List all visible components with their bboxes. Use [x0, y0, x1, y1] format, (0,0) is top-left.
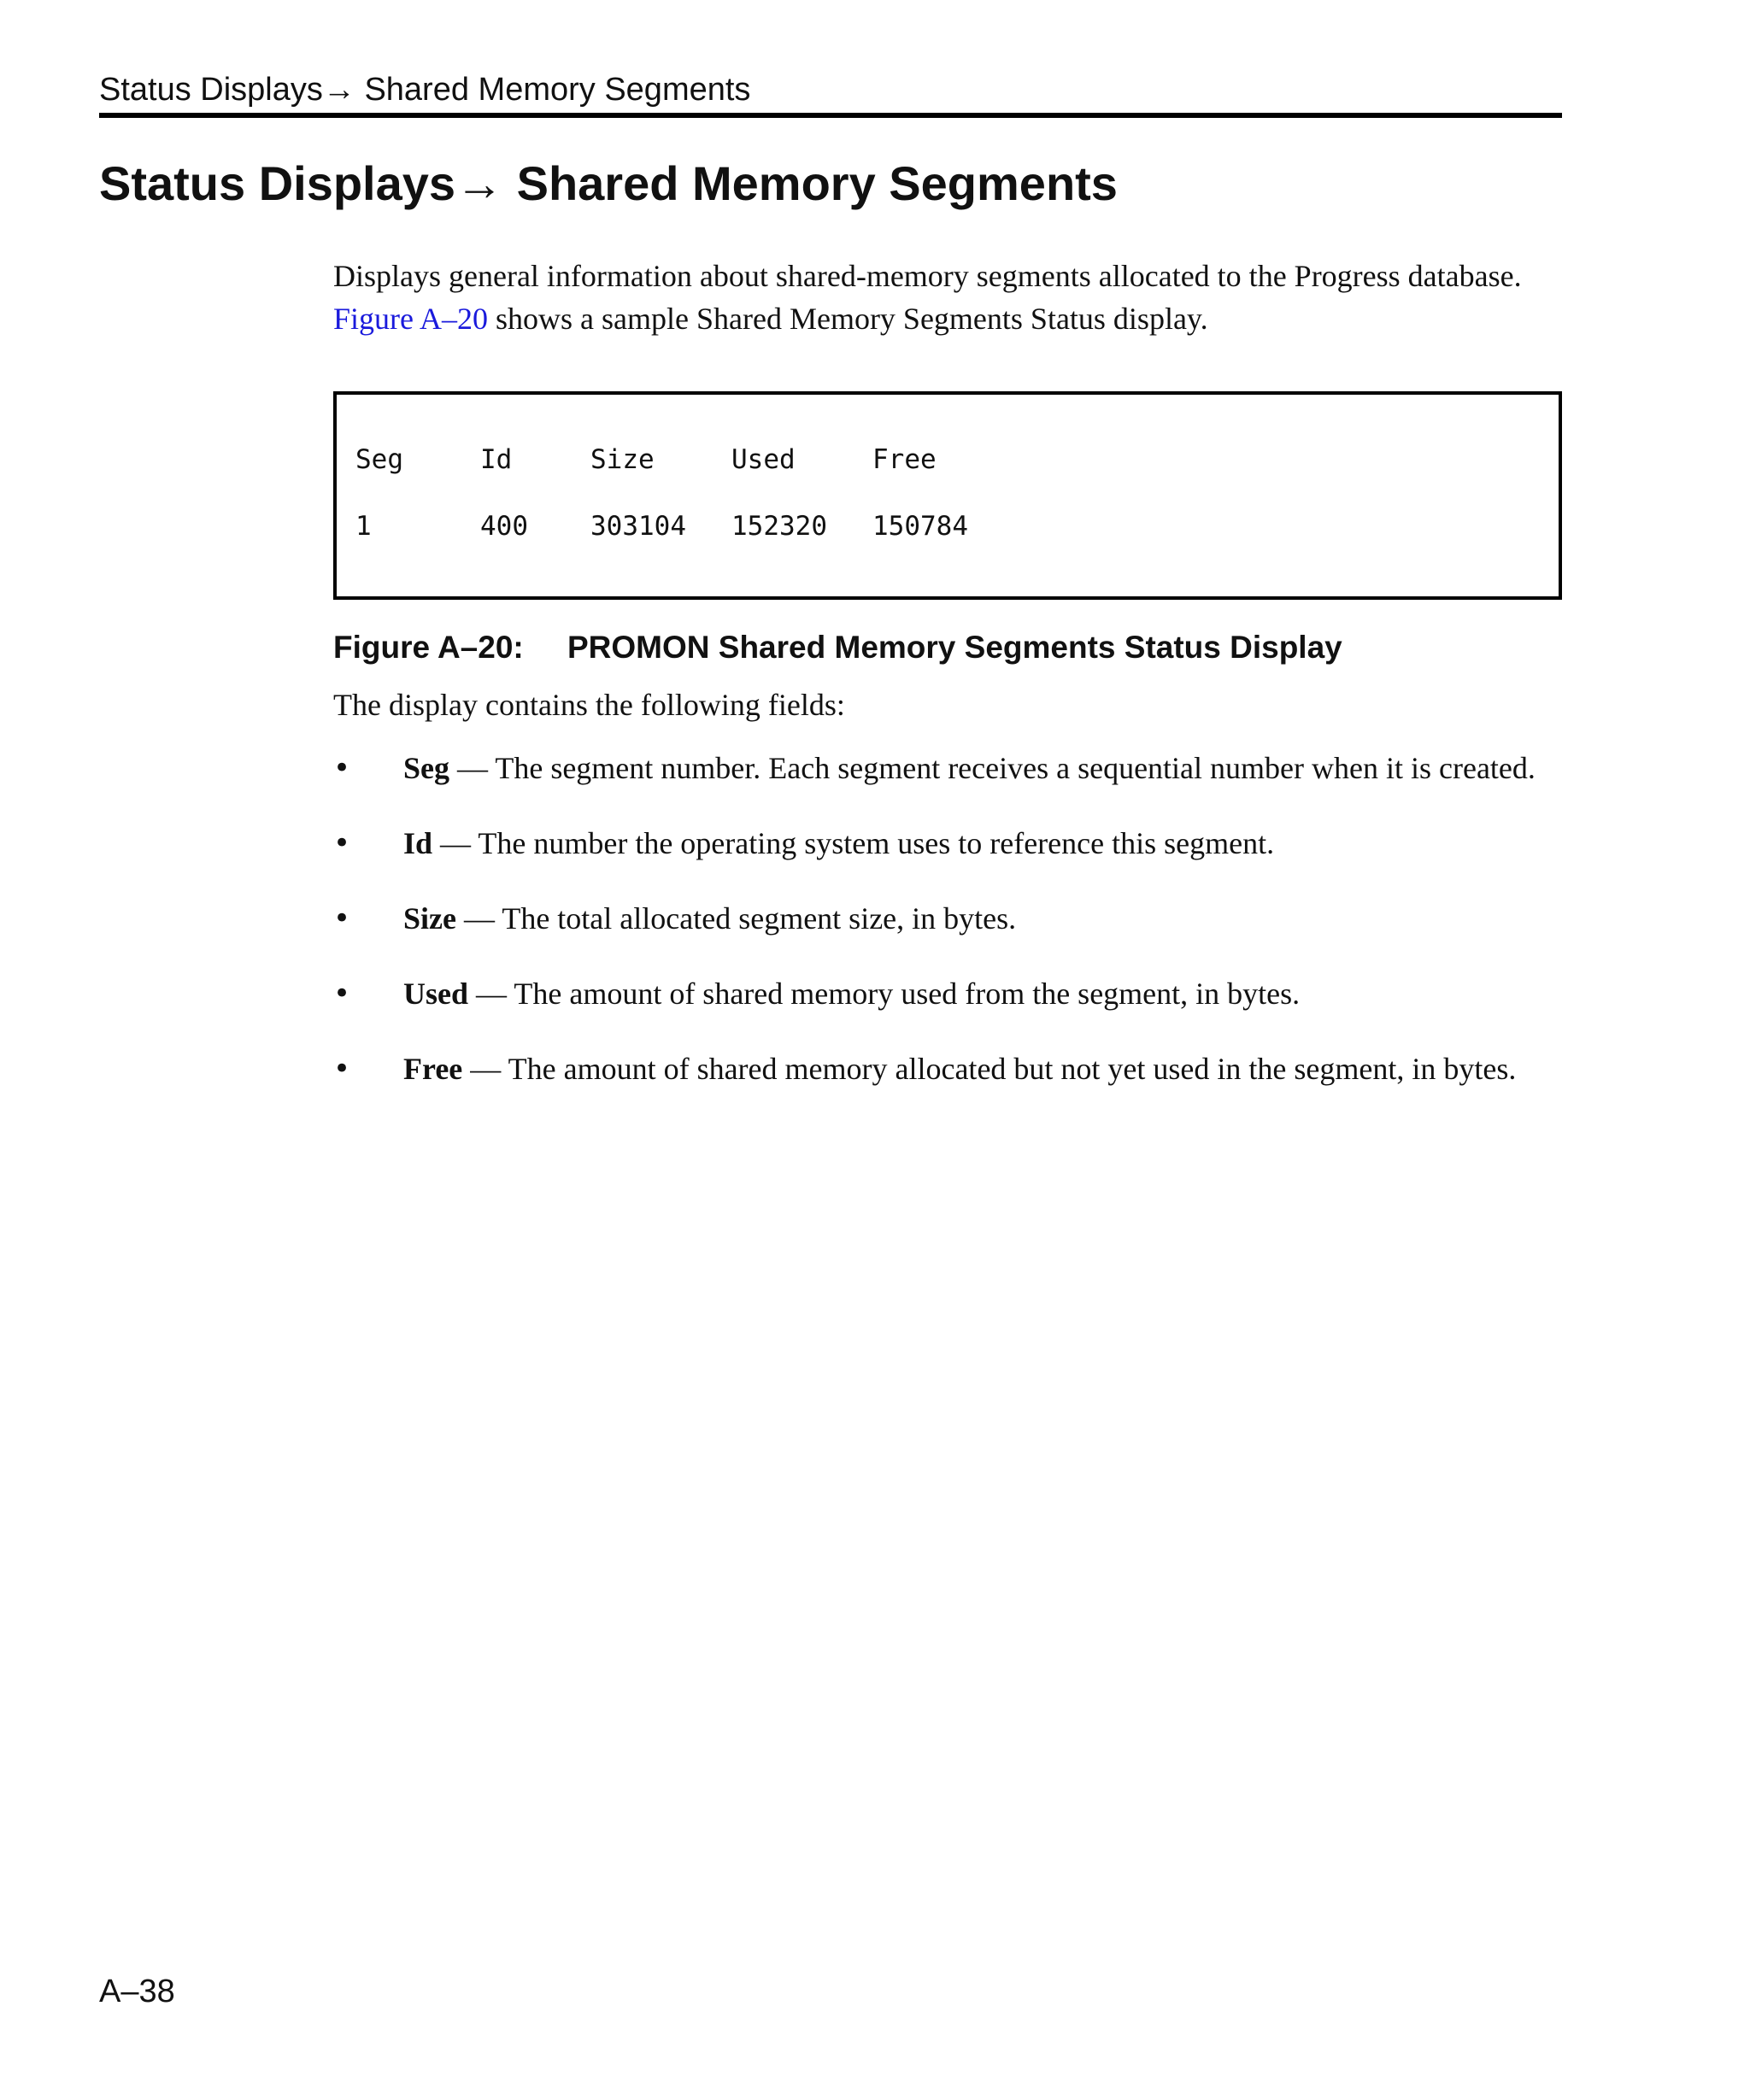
- field-term: Used: [403, 977, 469, 1011]
- field-description: — The segment number. Each segment receives a sequential number when it is created.: [449, 751, 1536, 785]
- bullet-icon: •: [333, 901, 351, 936]
- figure-link[interactable]: Figure A–20: [333, 302, 489, 336]
- intro-text-before: Displays general information about shared-memory segments allocated to the Progress database.: [333, 259, 1522, 293]
- display-column-header: Size: [590, 444, 655, 475]
- field-description: — The amount of shared memory used from the segment, in bytes.: [468, 977, 1301, 1011]
- display-column-header: Free: [872, 444, 937, 475]
- display-cell: 152320: [731, 511, 827, 542]
- running-header-arrow: →: [322, 72, 355, 108]
- display-column-header: Used: [731, 444, 796, 475]
- field-term: Id: [403, 826, 433, 860]
- intro-paragraph: [333, 255, 1564, 340]
- display-column-header: Id: [480, 444, 513, 475]
- running-header: [99, 68, 1562, 118]
- display-cell: 150784: [872, 511, 968, 542]
- field-description: — The amount of shared memory allocated but not yet used in the segment, in bytes.: [462, 1052, 1517, 1086]
- field-term: Seg: [403, 751, 449, 785]
- field-list: [333, 747, 1564, 1090]
- intro-text-after: shows a sample Shared Memory Segments Status display.: [488, 302, 1208, 336]
- field-description: — The number the operating system uses to reference this segment.: [432, 826, 1275, 860]
- figure-caption-label: Figure A–20:: [333, 630, 524, 665]
- status-display-box: [333, 391, 1562, 600]
- list-item: [333, 897, 1564, 940]
- page-title: [99, 154, 1118, 214]
- field-term: Size: [403, 901, 456, 936]
- page-title-arrow: →: [455, 156, 504, 210]
- main-content: [333, 255, 1564, 1123]
- list-item: [333, 972, 1564, 1015]
- figure-caption-text: PROMON Shared Memory Segments Status Display: [567, 630, 1342, 665]
- display-column-header: Seg: [355, 444, 403, 475]
- page-title-right: Shared Memory Segments: [503, 156, 1118, 210]
- field-description: — The total allocated segment size, in bytes.: [455, 901, 1017, 936]
- bullet-icon: •: [333, 1052, 351, 1086]
- list-item: [333, 747, 1564, 789]
- list-item: [333, 822, 1564, 865]
- display-cell: 303104: [590, 511, 686, 542]
- figure-caption: [333, 625, 1564, 670]
- bullet-icon: •: [333, 826, 351, 860]
- running-header-left: Status Displays: [99, 72, 323, 108]
- list-item: [333, 1047, 1564, 1090]
- display-cell: 1: [355, 511, 372, 542]
- bullet-icon: •: [333, 977, 351, 1011]
- display-cell: 400: [480, 511, 528, 542]
- bullet-icon: •: [333, 751, 351, 785]
- page-title-left: Status Displays: [99, 156, 456, 210]
- field-term: Free: [403, 1052, 463, 1086]
- running-header-right: Shared Memory Segments: [355, 72, 751, 108]
- fields-intro: The display contains the following fields:: [333, 688, 845, 722]
- page-number: A–38: [99, 1974, 175, 2009]
